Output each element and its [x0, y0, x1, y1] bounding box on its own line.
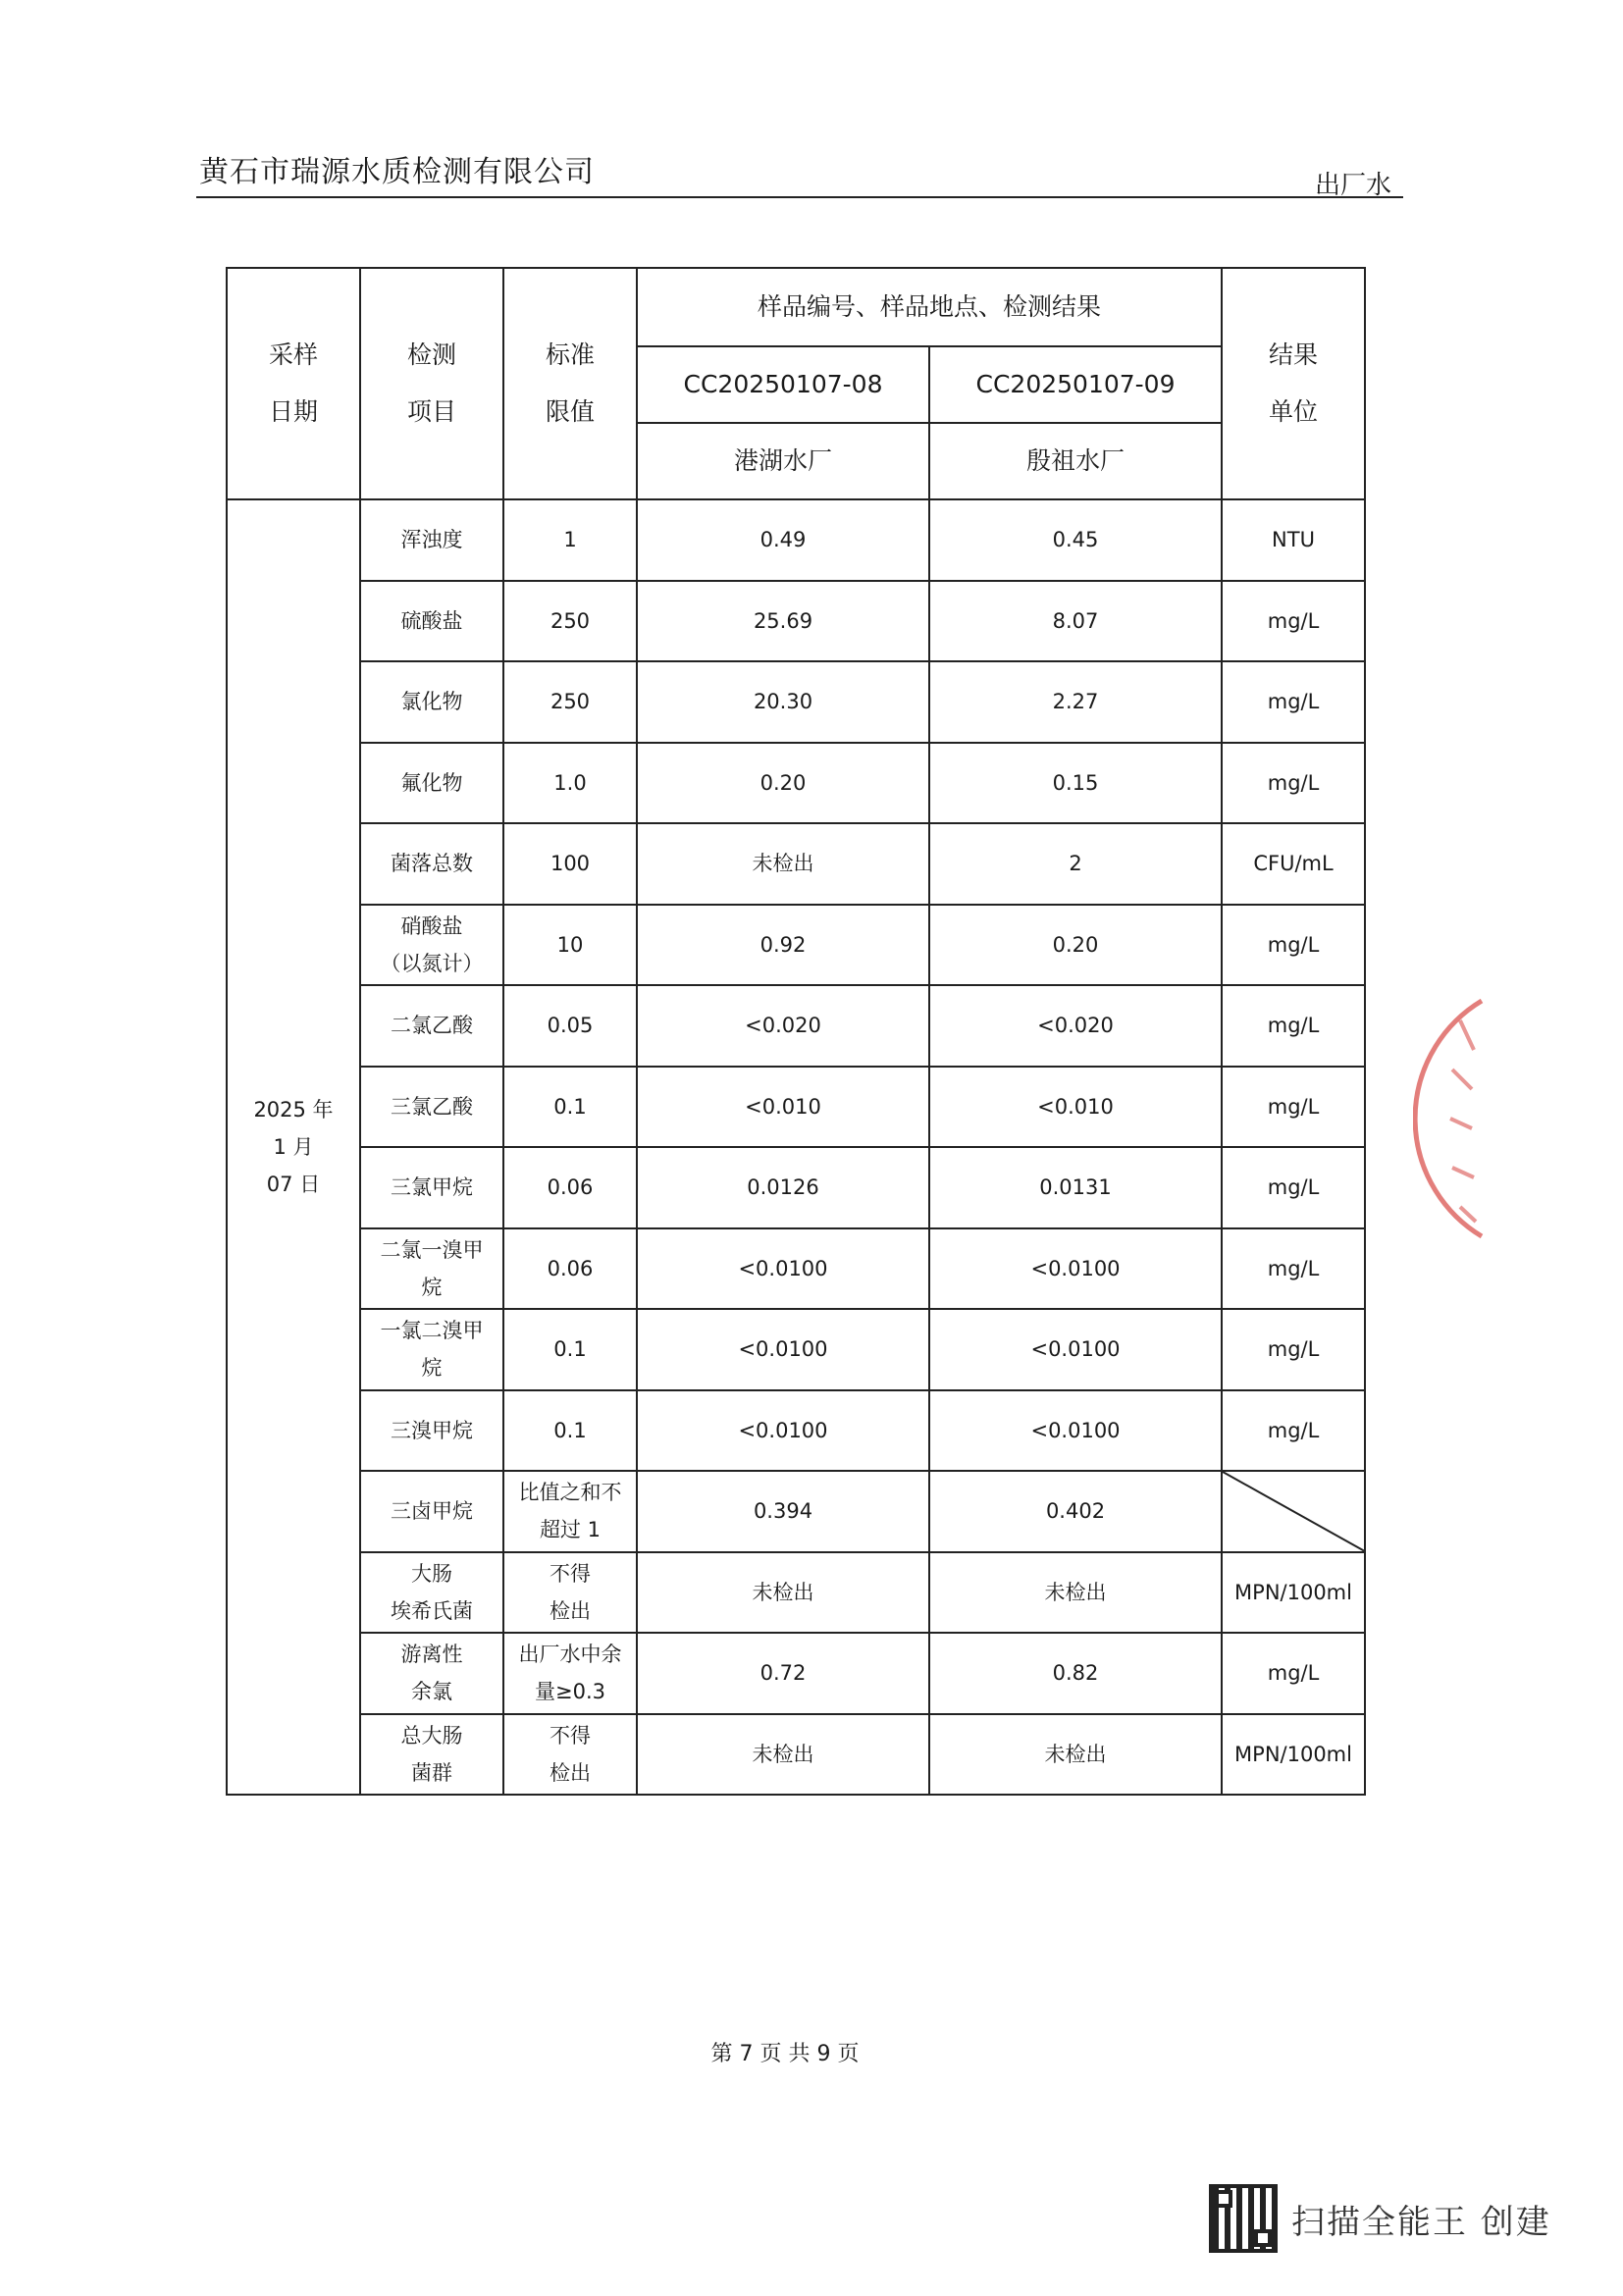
result-cell-sample-2: <0.0100 — [929, 1309, 1222, 1390]
test-item-cell: 三溴甲烷 — [360, 1390, 503, 1472]
test-item-cell: 大肠 埃希氏菌 — [360, 1552, 503, 1634]
scanner-watermark — [1209, 2184, 1551, 2253]
standard-limit-cell: 0.1 — [503, 1390, 637, 1472]
result-unit-cell: mg/L — [1222, 581, 1365, 662]
result-unit-cell: mg/L — [1222, 743, 1365, 824]
standard-limit-cell: 100 — [503, 823, 637, 905]
sampling-date-cell: 2025 年 1 月 07 日 — [227, 499, 360, 1795]
result-unit-cell: MPN/100ml — [1222, 1714, 1365, 1796]
result-cell-sample-1: 25.69 — [637, 581, 929, 662]
result-cell-sample-1: <0.0100 — [637, 1390, 929, 1472]
result-cell-sample-1: 0.92 — [637, 905, 929, 986]
standard-limit-cell: 0.1 — [503, 1067, 637, 1148]
table-row — [227, 1147, 1365, 1228]
result-cell-sample-2: <0.0100 — [929, 1228, 1222, 1310]
company-seal-fragment — [1413, 991, 1492, 1246]
result-unit-cell: CFU/mL — [1222, 823, 1365, 905]
result-cell-sample-1: 0.72 — [637, 1633, 929, 1714]
table-row — [227, 1633, 1365, 1714]
table-row — [227, 985, 1365, 1067]
standard-limit-cell: 250 — [503, 581, 637, 662]
test-item-cell: 一氯二溴甲 烷 — [360, 1309, 503, 1390]
table-row — [227, 1228, 1365, 1310]
result-cell-sample-2: 8.07 — [929, 581, 1222, 662]
test-item-cell: 三氯甲烷 — [360, 1147, 503, 1228]
result-unit-cell: mg/L — [1222, 1390, 1365, 1472]
result-unit-cell: mg/L — [1222, 1147, 1365, 1228]
result-cell-sample-1: 0.20 — [637, 743, 929, 824]
result-cell-sample-2: 2 — [929, 823, 1222, 905]
table-row — [227, 1309, 1365, 1390]
standard-limit-cell: 比值之和不 超过 1 — [503, 1471, 637, 1552]
result-cell-sample-2: 未检出 — [929, 1714, 1222, 1796]
header-divider — [196, 196, 1403, 198]
result-unit-cell: mg/L — [1222, 985, 1365, 1067]
result-cell-sample-1: 0.394 — [637, 1471, 929, 1552]
result-unit-cell: mg/L — [1222, 905, 1365, 986]
result-unit-cell: NTU — [1222, 499, 1365, 581]
test-item-cell: 氯化物 — [360, 661, 503, 743]
result-cell-sample-1: 20.30 — [637, 661, 929, 743]
company-name: 黄石市瑞源水质检测有限公司 — [199, 155, 595, 189]
sample-id-1: CC20250107-08 — [637, 346, 929, 423]
result-cell-sample-2: 未检出 — [929, 1552, 1222, 1634]
scanner-brand-text: 扫描全能王 创建 — [1291, 2202, 1551, 2242]
result-cell-sample-1: 0.49 — [637, 499, 929, 581]
test-item-cell: 硫酸盐 — [360, 581, 503, 662]
standard-limit-cell: 1 — [503, 499, 637, 581]
result-unit-cell: mg/L — [1222, 1309, 1365, 1390]
test-item-cell: 二氯乙酸 — [360, 985, 503, 1067]
report-category: 出厂水 — [1315, 171, 1392, 200]
test-item-cell: 菌落总数 — [360, 823, 503, 905]
header-results-group: 样品编号、样品地点、检测结果 — [637, 268, 1222, 346]
result-cell-sample-1: <0.0100 — [637, 1309, 929, 1390]
test-item-cell: 硝酸盐 （以氮计） — [360, 905, 503, 986]
result-unit-cell: mg/L — [1222, 1633, 1365, 1714]
result-cell-sample-2: <0.0100 — [929, 1390, 1222, 1472]
table-row — [227, 1552, 1365, 1634]
header-standard-limit: 标准 限值 — [503, 268, 637, 499]
result-cell-sample-1: 未检出 — [637, 1552, 929, 1634]
result-cell-sample-2: 2.27 — [929, 661, 1222, 743]
result-cell-sample-2: 0.402 — [929, 1471, 1222, 1552]
standard-limit-cell: 不得 检出 — [503, 1552, 637, 1634]
table-row — [227, 1390, 1365, 1472]
table-row — [227, 743, 1365, 824]
result-cell-sample-1: <0.0100 — [637, 1228, 929, 1310]
page-number: 第 7 页 共 9 页 — [710, 2042, 860, 2066]
standard-limit-cell: 1.0 — [503, 743, 637, 824]
result-cell-sample-2: 0.20 — [929, 905, 1222, 986]
standard-limit-cell: 不得 检出 — [503, 1714, 637, 1796]
table-row — [227, 581, 1365, 662]
result-cell-sample-2: <0.020 — [929, 985, 1222, 1067]
standard-limit-cell: 0.06 — [503, 1228, 637, 1310]
qr-code-icon — [1209, 2184, 1278, 2253]
result-cell-sample-2: <0.010 — [929, 1067, 1222, 1148]
sample-location-1: 港湖水厂 — [637, 423, 929, 499]
result-cell-sample-1: <0.020 — [637, 985, 929, 1067]
header-sampling-date: 采样 日期 — [227, 268, 360, 499]
result-cell-sample-2: 0.45 — [929, 499, 1222, 581]
result-cell-sample-1: 0.0126 — [637, 1147, 929, 1228]
unit-cell-empty-diagonal — [1222, 1471, 1365, 1552]
table-row — [227, 499, 1365, 581]
result-unit-cell: MPN/100ml — [1222, 1552, 1365, 1634]
standard-limit-cell: 0.06 — [503, 1147, 637, 1228]
table-row — [227, 1471, 1365, 1552]
test-item-cell: 三卤甲烷 — [360, 1471, 503, 1552]
result-unit-cell: mg/L — [1222, 1228, 1365, 1310]
header-result-unit: 结果 单位 — [1222, 268, 1365, 499]
test-item-cell: 浑浊度 — [360, 499, 503, 581]
result-cell-sample-1: <0.010 — [637, 1067, 929, 1148]
standard-limit-cell: 250 — [503, 661, 637, 743]
standard-limit-cell: 0.05 — [503, 985, 637, 1067]
sample-location-2: 殷祖水厂 — [929, 423, 1222, 499]
result-cell-sample-2: 0.0131 — [929, 1147, 1222, 1228]
standard-limit-cell: 10 — [503, 905, 637, 986]
test-item-cell: 氟化物 — [360, 743, 503, 824]
table-row — [227, 905, 1365, 986]
test-item-cell: 总大肠 菌群 — [360, 1714, 503, 1796]
result-cell-sample-1: 未检出 — [637, 823, 929, 905]
result-cell-sample-1: 未检出 — [637, 1714, 929, 1796]
test-item-cell: 三氯乙酸 — [360, 1067, 503, 1148]
test-item-cell: 游离性 余氯 — [360, 1633, 503, 1714]
result-unit-cell: mg/L — [1222, 1067, 1365, 1148]
table-row — [227, 1067, 1365, 1148]
result-unit-cell: mg/L — [1222, 661, 1365, 743]
standard-limit-cell: 0.1 — [503, 1309, 637, 1390]
test-item-cell: 二氯一溴甲 烷 — [360, 1228, 503, 1310]
table-row — [227, 1714, 1365, 1796]
result-cell-sample-2: 0.82 — [929, 1633, 1222, 1714]
result-cell-sample-2: 0.15 — [929, 743, 1222, 824]
sample-id-2: CC20250107-09 — [929, 346, 1222, 423]
header-test-item: 检测 项目 — [360, 268, 503, 499]
test-results-table — [226, 267, 1366, 1796]
standard-limit-cell: 出厂水中余 量≥0.3 — [503, 1633, 637, 1714]
table-row — [227, 661, 1365, 743]
table-row — [227, 823, 1365, 905]
